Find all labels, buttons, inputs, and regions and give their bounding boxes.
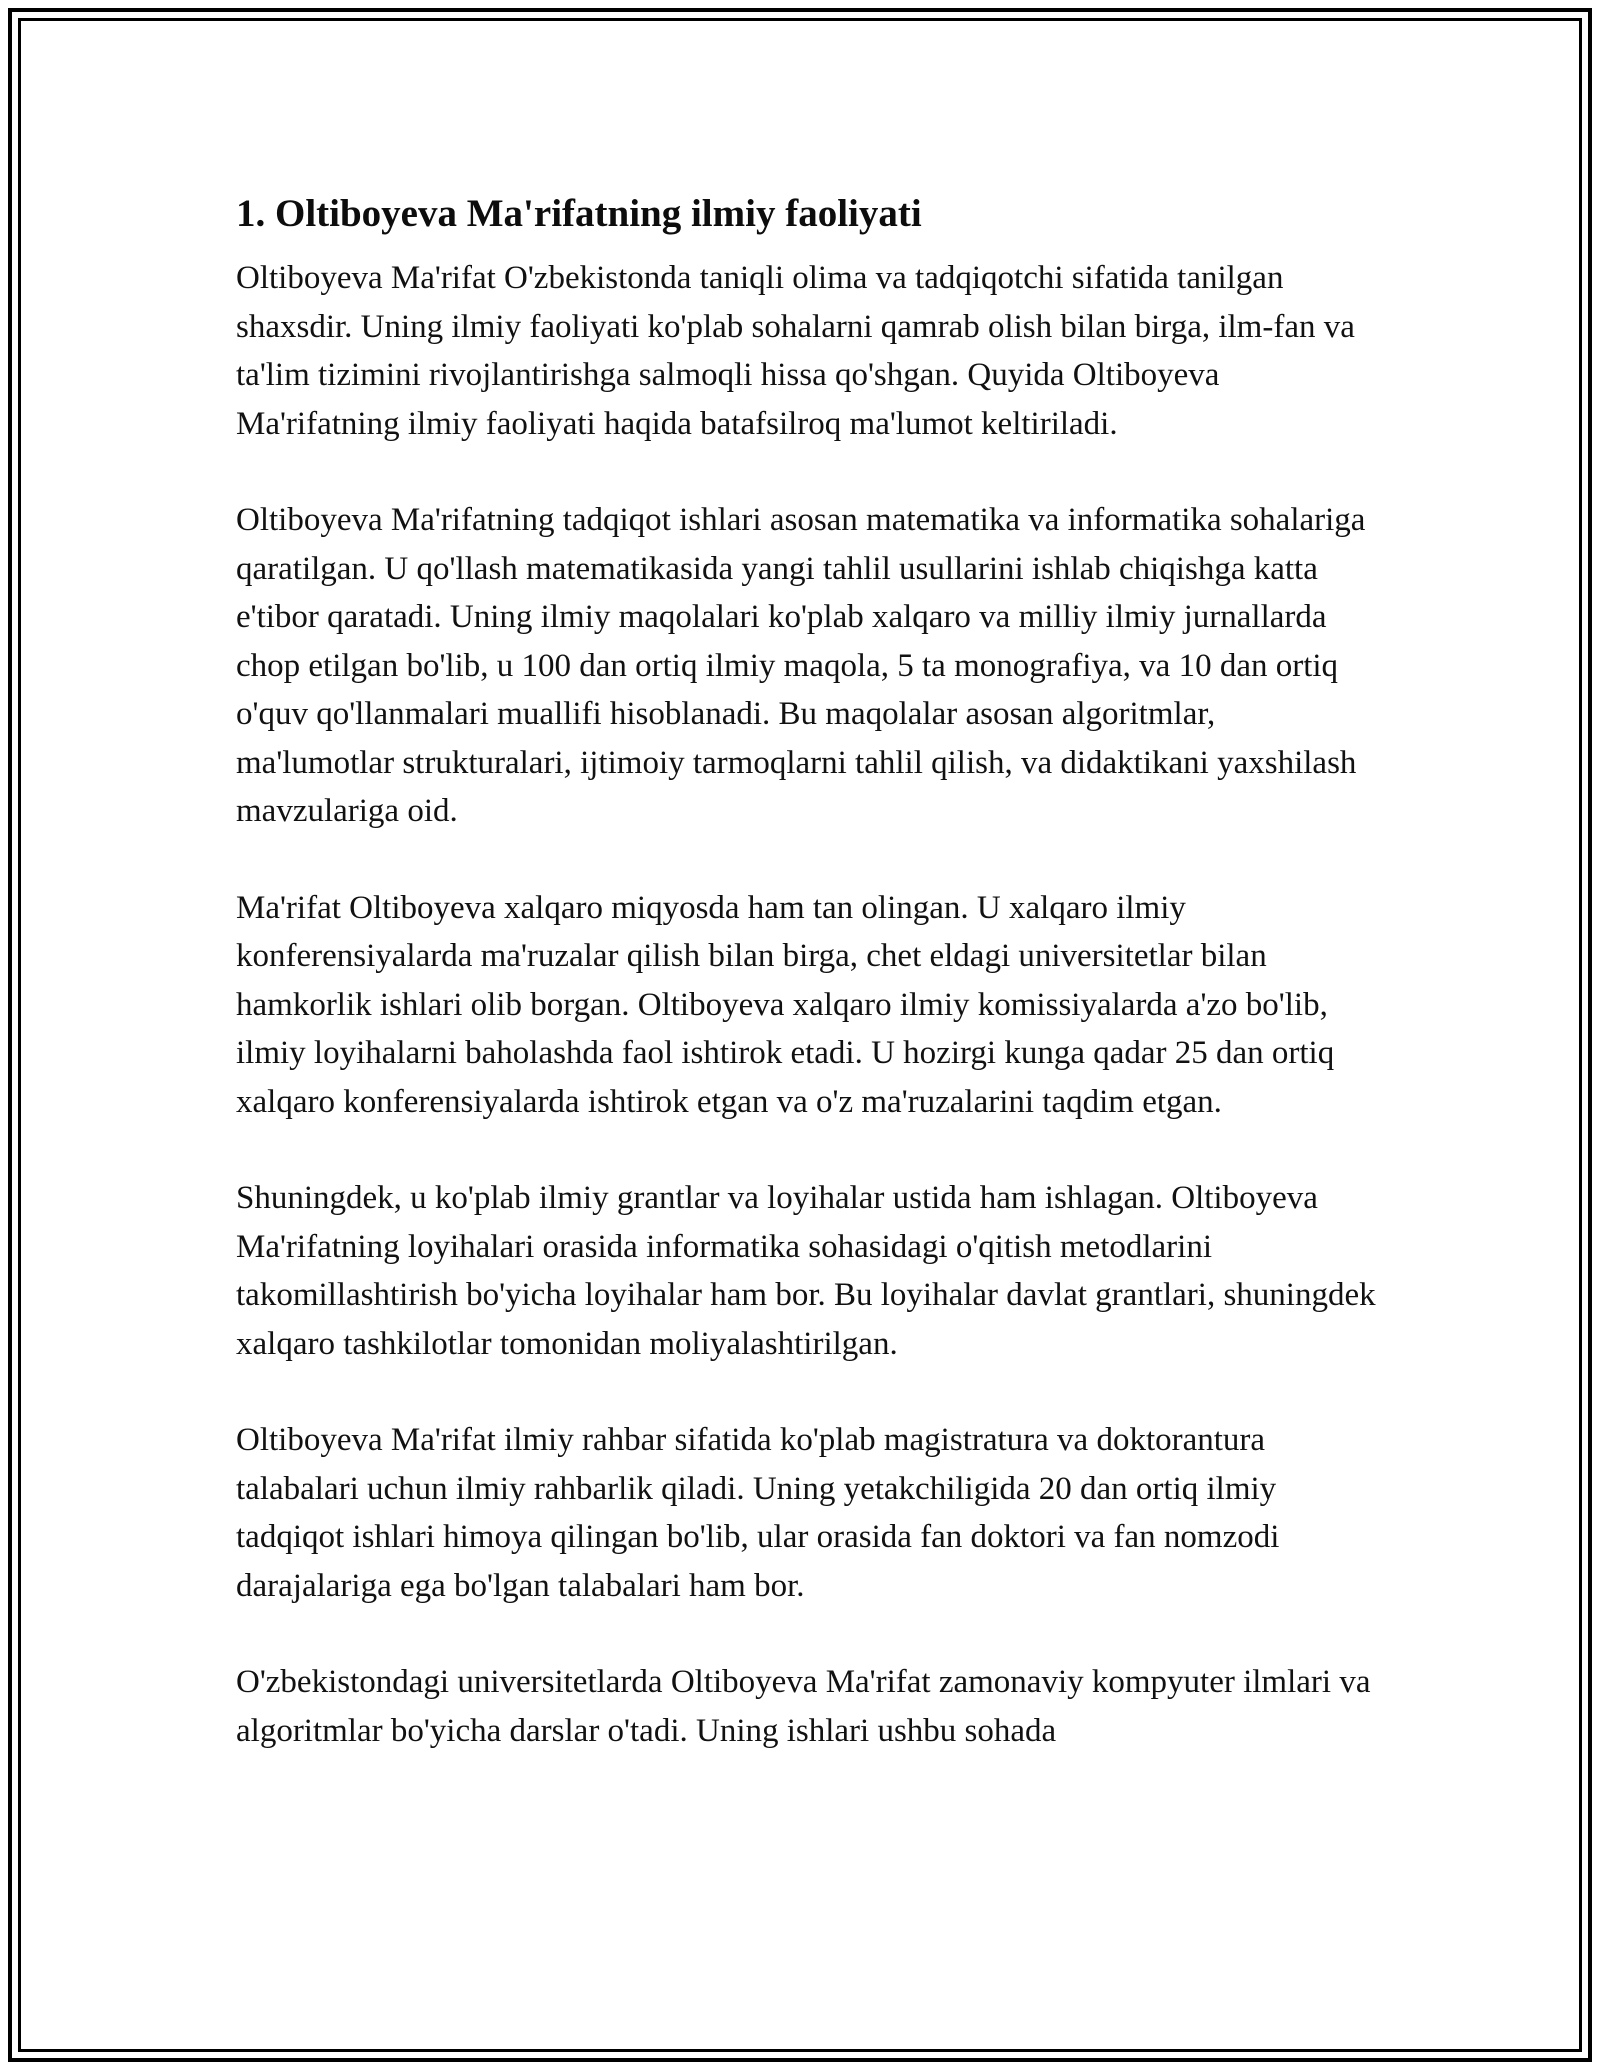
document-body: [236, 186, 1376, 1803]
paragraph-intro: Oltiboyeva Ma'rifat O'zbekistonda taniqli olima va tadqiqotchi sifatida tanilgan shaxsdir. Uning ilmiy faoliyati ko'plab sohalarni qamrab olish bilan birga, ilm-fan va ta'lim tizimini rivojlantirishga salmoqli hissa qo'shgan. Quyida Oltiboyeva Ma'rifatning ilmiy faoliyati haqida batafsilroq ma'lumot keltiriladi.: [236, 260, 1355, 442]
paragraph-supervision: Oltiboyeva Ma'rifat ilmiy rahbar sifatida ko'plab magistratura va doktorantura talabalari uchun ilmiy rahbarlik qiladi. Uning yetakchiligida 20 dan ortiq ilmiy tadqiqot ishlari himoya qilingan bo'lib, ular orasida fan doktori va fan nomzodi darajalariga ega bo'lgan talabalari ham bor.: [236, 1422, 1280, 1604]
paragraph-international: Ma'rifat Oltiboyeva xalqaro miqyosda ham tan olingan. U xalqaro ilmiy konferensiyalarda ma'ruzalar qilish bilan birga, chet eldagi universitetlar bilan hamkorlik ishlari olib borgan. Oltiboyeva xalqaro ilmiy komissiyalarda a'zo bo'lib, ilmiy loyihalarni baholashda faol ishtirok etadi. U hozirgi kunga qadar 25 dan ortiq xalqaro konferensiyalarda ishtirok etgan va o'z ma'ruzalarini taqdim etgan.: [236, 889, 1335, 1120]
paragraph-research: Oltiboyeva Ma'rifatning tadqiqot ishlari asosan matematika va informatika sohalariga qaratilgan. U qo'llash matematikasida yangi tahlil usullarini ishlab chiqishga katta e'tibor qaratadi. Uning ilmiy maqolalari ko'plab xalqaro va milliy ilmiy jurnallarda chop etilgan bo'lib, u 100 dan ortiq ilmiy maqola, 5 ta monografiya, va 10 dan ortiq o'quv qo'llanmalari muallifi hisoblanadi. Bu maqolalar asosan algoritmlar, ma'lumotlar strukturalari, ijtimoiy tarmoqlarni tahlil qilish, va didaktikani yaxshilash mavzulariga oid.: [236, 502, 1366, 829]
paragraph-teaching: O'zbekistondagi universitetlarda Oltiboyeva Ma'rifat zamonaviy kompyuter ilmlari va algoritmlar bo'yicha darslar o'tadi. Uning ishlari ushbu sohada: [236, 1664, 1371, 1749]
paragraph-grants: Shuningdek, u ko'plab ilmiy grantlar va loyihalar ustida ham ishlagan. Oltiboyeva Ma'rifatning loyihalari orasida informatika sohasidagi o'qitish metodlarini takomillashtirish bo'yicha loyihalar ham bor. Bu loyihalar davlat grantlari, shuningdek xalqaro tashkilotlar tomonidan moliyalashtirilgan.: [236, 1180, 1376, 1362]
section-heading: 1. Oltiboyeva Ma'rifatning ilmiy faoliyati: [236, 192, 922, 235]
